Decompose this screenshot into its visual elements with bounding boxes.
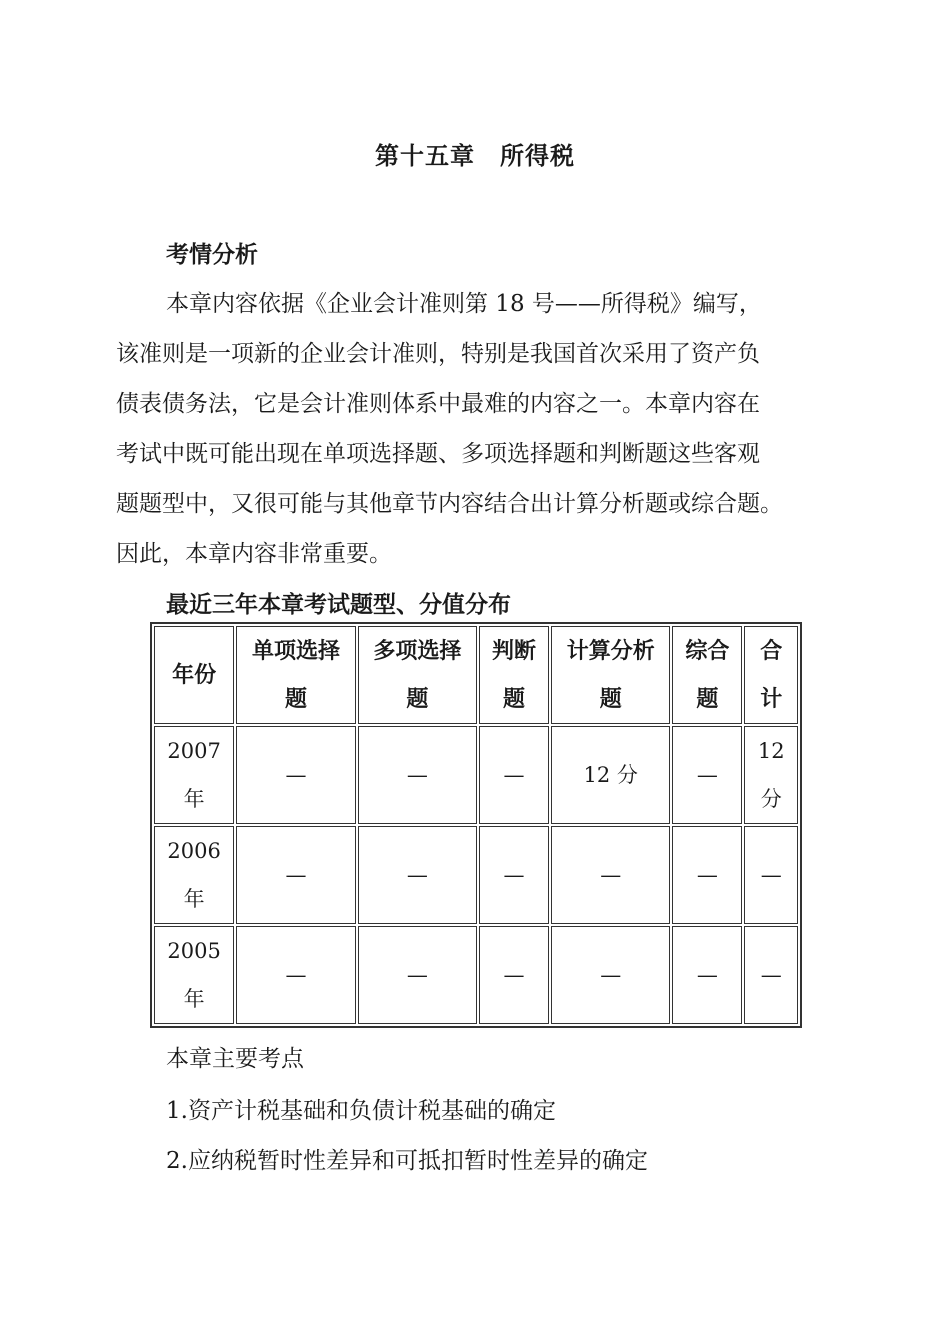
cell-total: — bbox=[744, 926, 798, 1024]
column-header-judgment: 判断题 bbox=[479, 626, 549, 724]
column-header-total: 合计 bbox=[744, 626, 798, 724]
column-header-multiple-choice: 多项选择题 bbox=[358, 626, 477, 724]
table-heading: 最近三年本章考试题型、分值分布 bbox=[166, 591, 511, 618]
table-row bbox=[154, 726, 798, 824]
cell-judgment: — bbox=[479, 726, 549, 824]
cell-multiple-choice: — bbox=[358, 926, 477, 1024]
key-points-heading: 本章主要考点 bbox=[166, 1046, 304, 1072]
cell-calculation: — bbox=[551, 926, 670, 1024]
table-header-row bbox=[154, 626, 798, 724]
cell-multiple-choice: — bbox=[358, 726, 477, 824]
column-header-year: 年份 bbox=[154, 626, 234, 724]
key-point-item: 2.应纳税暂时性差异和可抵扣暂时性差异的确定 bbox=[166, 1148, 648, 1174]
cell-judgment: — bbox=[479, 826, 549, 924]
page-title: 第十五章 所得税 bbox=[375, 141, 575, 170]
cell-calculation: — bbox=[551, 826, 670, 924]
column-header-calculation: 计算分析题 bbox=[551, 626, 670, 724]
analysis-paragraph bbox=[116, 279, 856, 579]
cell-multiple-choice: — bbox=[358, 826, 477, 924]
cell-comprehensive: — bbox=[672, 926, 742, 1024]
key-point-item: 1.资产计税基础和负债计税基础的确定 bbox=[166, 1098, 556, 1124]
analysis-heading: 考情分析 bbox=[166, 241, 258, 268]
paragraph-line: 该准则是一项新的企业会计准则，特别是我国首次采用了资产负 bbox=[116, 341, 760, 367]
cell-single-choice: — bbox=[236, 726, 355, 824]
column-header-comprehensive: 综合题 bbox=[672, 626, 742, 724]
cell-comprehensive: — bbox=[672, 826, 742, 924]
cell-year: 2006年 bbox=[154, 826, 234, 924]
paragraph-line: 题题型中，又很可能与其他章节内容结合出计算分析题或综合题。 bbox=[116, 491, 783, 517]
cell-year: 2005年 bbox=[154, 926, 234, 1024]
paragraph-line: 债表债务法，它是会计准则体系中最难的内容之一。本章内容在 bbox=[116, 391, 760, 417]
cell-calculation: 12 分 bbox=[551, 726, 670, 824]
table-row bbox=[154, 826, 798, 924]
column-header-single-choice: 单项选择题 bbox=[236, 626, 355, 724]
cell-total: — bbox=[744, 826, 798, 924]
paragraph-line: 因此，本章内容非常重要。 bbox=[116, 541, 392, 567]
cell-total: 12分 bbox=[744, 726, 798, 824]
paragraph-line: 本章内容依据《企业会计准则第 18 号——所得税》编写， bbox=[166, 291, 762, 317]
paragraph-line: 考试中既可能出现在单项选择题、多项选择题和判断题这些客观 bbox=[116, 441, 760, 467]
cell-comprehensive: — bbox=[672, 726, 742, 824]
cell-single-choice: — bbox=[236, 926, 355, 1024]
cell-year: 2007年 bbox=[154, 726, 234, 824]
cell-judgment: — bbox=[479, 926, 549, 1024]
cell-single-choice: — bbox=[236, 826, 355, 924]
score-distribution-table bbox=[150, 622, 802, 1028]
table-row bbox=[154, 926, 798, 1024]
